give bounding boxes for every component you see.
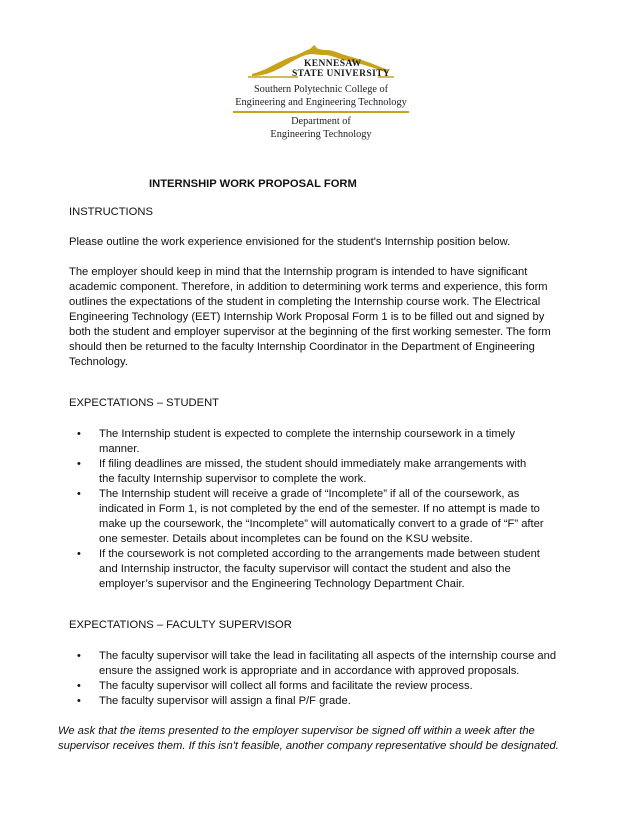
list-item-text: If filing deadlines are missed, the student should immediately make arrangements with the faculty Internship supervisor to complete the work.: [99, 458, 527, 485]
list-item-text: The faculty supervisor will assign a final P/F grade.: [99, 695, 351, 707]
list-item: [69, 487, 561, 547]
list-item-text: The Internship student is expected to complete the internship coursework in a timely manner.: [99, 428, 516, 455]
university-name-line2: STATE UNIVERSITY: [292, 69, 391, 79]
faculty-expectations-list: [69, 649, 565, 709]
bullet-icon: •: [77, 650, 81, 662]
list-item-text: The faculty supervisor will collect all forms and facilitate the review process.: [99, 680, 473, 692]
list-item-text: If the coursework is not completed according to the arrangements made between student and Internship instructor, the faculty supervisor will contact the student and also the employer’s supervisor and the Engineering Technology Department Chair.: [99, 548, 540, 590]
list-item: [69, 679, 565, 694]
list-item: [69, 694, 565, 709]
bullet-icon: •: [77, 680, 81, 692]
department-name-line2: Engineering Technology: [270, 129, 372, 140]
mountain-peak: [310, 45, 318, 49]
list-item: [69, 427, 531, 457]
list-item-text: The Internship student will receive a grade of “Incomplete” if all of the coursework, as indicated in Form 1, is not completed by the end of the semester. If no attempt is made to make up the coursework, the “Incomplete” will automatically convert to a grade of “F” after one semester. Details about incompletes can be found on the KSU website.: [99, 488, 544, 545]
university-name-line1: KENNESAW: [304, 59, 362, 69]
bullet-icon: •: [77, 548, 81, 560]
letterhead: [228, 40, 414, 141]
instructions-paragraph-1: Please outline the work experience envisioned for the student's Internship position below.: [69, 236, 511, 248]
list-item: [69, 457, 529, 487]
bullet-icon: •: [77, 488, 81, 500]
bullet-icon: •: [77, 695, 81, 707]
bullet-icon: •: [77, 458, 81, 470]
list-item-text: The faculty supervisor will take the lead in facilitating all aspects of the internship course and ensure the assigned work is appropriate and in accordance with approved proposals.: [99, 650, 557, 677]
student-expectations-list: [69, 427, 561, 592]
list-item: [69, 649, 565, 679]
faculty-expectations-heading: EXPECTATIONS – FACULTY SUPERVISOR: [69, 619, 292, 631]
department-name-line1: Department of: [291, 116, 351, 127]
list-item: [69, 547, 561, 592]
ksu-logo: [228, 40, 414, 82]
letterhead-divider: [233, 111, 409, 113]
instructions-paragraph-2: The employer should keep in mind that the Internship program is intended to have significant academic component. Therefore, in addition to determining work terms and experience, this form outlines the expectations of the student in completing the Internship course work. The Electrical Engineering Technology (EET) Internship Work Proposal Form 1 is to be filled out and signed by both the student and employer supervisor at the beginning of the first working semester. The form should then be returned to the faculty Internship Coordinator in the Department of Engineering Technology.: [69, 266, 551, 368]
form-title: INTERNSHIP WORK PROPOSAL FORM: [149, 178, 357, 190]
college-name-line2: Engineering and Engineering Technology: [235, 97, 407, 108]
closing-note: We ask that the items presented to the employer supervisor be signed off within a week after the supervisor receives them. If this isn't feasible, another company representative should be designated.: [58, 725, 559, 752]
bullet-icon: •: [77, 428, 81, 440]
college-name: [228, 83, 414, 109]
department-name: [228, 115, 414, 141]
college-name-line1: Southern Polytechnic College of: [253, 84, 389, 95]
student-expectations-heading: EXPECTATIONS – STUDENT: [69, 397, 220, 409]
instructions-heading: INSTRUCTIONS: [69, 206, 153, 218]
